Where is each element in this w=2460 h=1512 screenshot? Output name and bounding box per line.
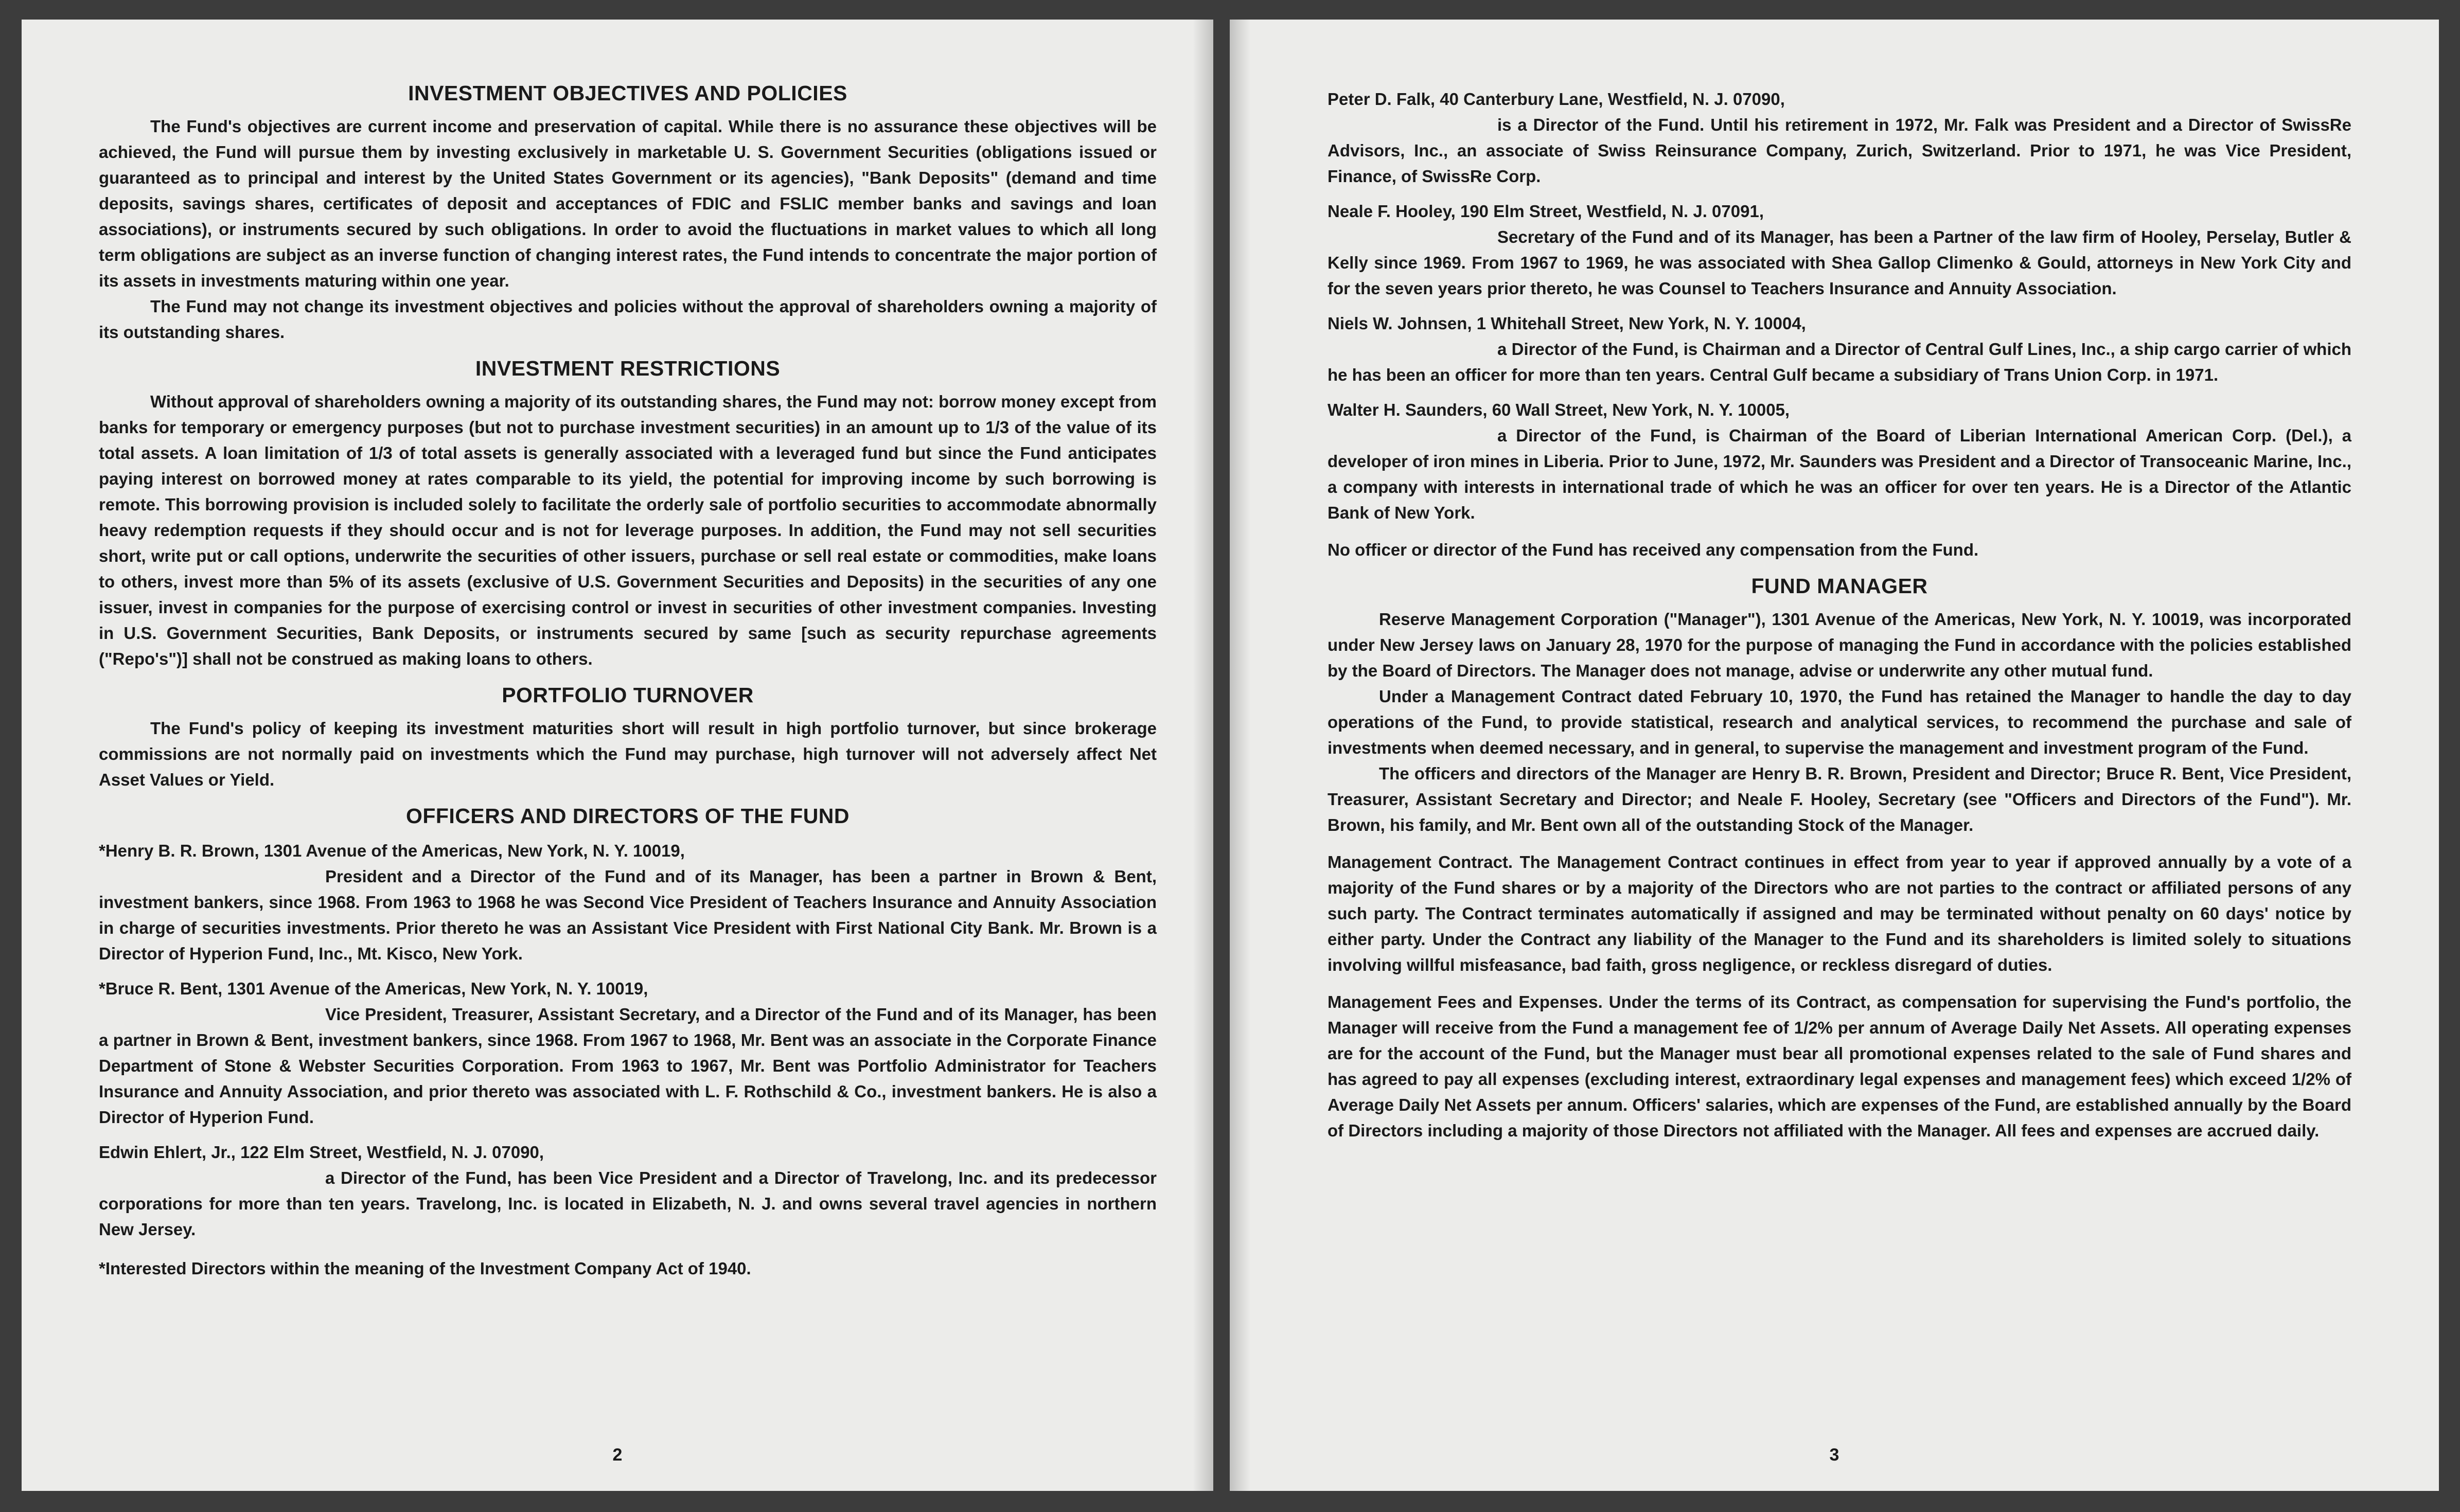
brown-address: 1301 Avenue of the Americas, New York, N. Y. 10019,	[259, 841, 685, 860]
brown-bio: President and a Director of the Fund and of its Manager, has been a partner in Brown & Bent, investment bankers, since 1968. From 1963 to 1968 he was Second Vice President of Teachers Insurance and Annuity Association in charge of securities investments. Prior thereto he was an Assistant Vice President with First National City Bank. Mr. Brown is a Director of Hyperion Fund, Inc., Mt. Kisco, New York.	[99, 866, 1157, 963]
johnsen-entry-header	[1328, 311, 2351, 336]
management-fees-lead: Management Fees and Expenses.	[1328, 992, 1603, 1012]
management-contract-lead: Management Contract.	[1328, 852, 1513, 872]
johnsen-address: 1 Whitehall Street, New York, N. Y. 10004,	[1472, 314, 1806, 333]
falk-name: Peter D. Falk,	[1328, 90, 1436, 109]
heading-officers-directors: OFFICERS AND DIRECTORS OF THE FUND	[405, 804, 850, 828]
johnsen-name: Niels W. Johnsen,	[1328, 314, 1472, 333]
brown-entry-header	[99, 838, 1157, 864]
falk-address: 40 Canterbury Lane, Westfield, N. J. 07090,	[1435, 90, 1785, 109]
interested-directors-footnote: *Interested Directors within the meaning of the Investment Company Act of 1940.	[99, 1258, 751, 1278]
objectives-paragraph-2: The Fund may not change its investment objectives and policies without the approval of shareholders owning a majority of its outstanding shares.	[99, 297, 1157, 342]
heading-investment-restrictions: INVESTMENT RESTRICTIONS	[475, 357, 781, 381]
saunders-bio: a Director of the Fund, is Chairman of the Board of Liberian International American Corp. (Del.), a developer of iron mines in Liberia. Prior to June, 1972, Mr. Saunders was President and a Director of Transoceanic Marine, Inc., a company with interests in international trade of which he was an officer for over ten years. He is a Director of the Atlantic Bank of New York.	[1328, 426, 2351, 522]
interested-director-mark: *	[99, 979, 105, 998]
saunders-address: 60 Wall Street, New York, N. Y. 10005,	[1487, 400, 1790, 419]
saunders-name: Walter H. Saunders,	[1328, 400, 1488, 419]
hooley-name: Neale F. Hooley,	[1328, 202, 1456, 221]
bent-bio: Vice President, Treasurer, Assistant Secretary, and a Director of the Fund and of its Manager, has been a partner in Brown & Bent, investment bankers, since 1968. From 1967 to 1968, Mr. Bent was an associate in the Corporate Finance Department of Stone & Webster Securities Corporation. From 1963 to 1967, Mr. Bent was Portfolio Administrator for Teachers Insurance and Annuity Association, and prior thereto was associated with L. F. Rothschild & Co., investment bankers. He is also a Director of Hyperion Fund.	[99, 1004, 1157, 1127]
saunders-entry-header	[1328, 397, 2351, 423]
turnover-paragraph: The Fund's policy of keeping its investment maturities short will result in high portfolio turnover, but since brokerage commissions are not normally paid on investments which the Fund may purchase, high turnover will not adversely affect Net Asset Values or Yield.	[99, 719, 1157, 790]
no-compensation-statement: No officer or director of the Fund has received any compensation from the Fund.	[1328, 540, 1979, 559]
hooley-bio: Secretary of the Fund and of its Manager, has been a Partner of the law firm of Hooley, Perselay, Butler & Kelly since 1969. From 1967 to 1969, he was associated with Shea Gallop Climenko & Gould, attorneys in New York City and for the seven years prior thereto, he was Counsel to Teachers Insurance and Annuity Association.	[1328, 227, 2351, 298]
interested-director-mark: *	[99, 841, 105, 860]
manager-paragraph-1: Reserve Management Corporation ("Manager"), 1301 Avenue of the Americas, New York, N. Y. 10019, was incorporated under New Jersey laws on January 28, 1970 for the purpose of managing the Fund in accordance with the policies established by the Board of Directors. The Manager does not manage, advise or underwrite any other mutual fund.	[1328, 610, 2351, 681]
heading-investment-objectives: INVESTMENT OBJECTIVES AND POLICIES	[408, 81, 847, 105]
bent-name: Bruce R. Bent,	[105, 979, 223, 998]
left-page	[22, 20, 1213, 1491]
heading-portfolio-turnover: PORTFOLIO TURNOVER	[502, 683, 754, 707]
ehlert-name: Edwin Ehlert, Jr.,	[99, 1142, 236, 1162]
page-number-left: 2	[612, 1445, 623, 1465]
objectives-paragraph-1: The Fund's objectives are current income and preservation of capital. While there is no assurance these objectives will be achieved, the Fund will pursue them by investing exclusively in marketable U. S. Government Securities (obligations issued or guaranteed as to principal and interest by the United States Government or its agencies), "Bank Deposits" (demand and time deposits, savings shares, certificates of deposit and acceptances of FDIC and FSLIC member banks and savings and loan associations), or instruments secured by such obligations. In order to avoid the fluctuations in market values to which all long term obligations are subject as an inverse function of changing interest rates, the Fund intends to concentrate the major portion of its assets in investments maturing within one year.	[99, 117, 1157, 291]
manager-paragraph-2: Under a Management Contract dated February 10, 1970, the Fund has retained the Manager to handle the day to day operations of the Fund, to provide statistical, research and analytical services, to recommend the purchase and sale of investments when deemed necessary, and in general, to supervise the management and investment program of the Fund.	[1328, 687, 2351, 758]
right-page-spine-shadow	[1230, 20, 1250, 1491]
management-fees-text: Under the terms of its Contract, as compensation for supervising the Fund's portfolio, the Manager will receive from the Fund a management fee of 1/2% per annum of Average Daily Net Assets. All operating expenses are for the account of the Fund, but the Manager must bear all promotional expenses related to the sale of Fund shares and has agreed to pay all expenses (excluding interest, extraordinary legal expenses and management fees) which exceed 1/2% of Average Daily Net Assets per annum. Officers' salaries, which are expenses of the Fund, are established annually by the Board of Directors including a majority of those Directors not affiliated with the Manager. All fees and expenses are accrued daily.	[1328, 992, 2351, 1141]
hooley-entry-header	[1328, 199, 2351, 224]
brown-name: Henry B. R. Brown,	[105, 841, 259, 860]
management-fees-paragraph	[1328, 989, 2351, 1144]
falk-bio: is a Director of the Fund. Until his retirement in 1972, Mr. Falk was President and a Director of SwissRe Advisors, Inc., an associate of Swiss Reinsurance Company, Zurich, Switzerland. Prior to 1971, he was Vice President, Finance, of SwissRe Corp.	[1328, 115, 2351, 186]
right-page	[1230, 20, 2439, 1491]
manager-paragraph-3: The officers and directors of the Manager are Henry B. R. Brown, President and Director; Bruce R. Bent, Vice President, Treasurer, Assistant Secretary and Director; and Neale F. Hooley, Secretary (see "Officers and Directors of the Fund"). Mr. Brown, his family, and Mr. Bent own all of the outstanding Stock of the Manager.	[1328, 764, 2351, 835]
page-number-right: 3	[1829, 1445, 1839, 1465]
restrictions-paragraph: Without approval of shareholders owning a majority of its outstanding shares, the Fund may not: borrow money except from banks for temporary or emergency purposes (but not to purchase investment securities) in an amount up to 1/3 of the value of its total assets. A loan limitation of 1/3 of total assets is generally associated with a leveraged fund but since the Fund anticipates paying interest on borrowed money at rates comparable to its yield, the potential for improving income by such borrowing is remote. This borrowing provision is included solely to facilitate the orderly sale of portfolio securities to accommodate abnormally heavy redemption requests if they should occur and is not for leverage purposes. In addition, the Fund may not sell securities short, write put or call options, underwrite the securities of other issuers, purchase or sell real estate or commodities, make loans to others, invest more than 5% of its assets (exclusive of U.S. Government Securities and Deposits) in the securities of any one issuer, invest in companies for the purpose of exercising control or invest in securities of other investment companies. Investing in U.S. Government Securities, Bank Deposits, or instruments secured by same [such as security repurchase agreements ("Repo's")] shall not be construed as making loans to others.	[99, 392, 1157, 669]
left-page-spine-shadow	[1193, 20, 1213, 1491]
ehlert-address: 122 Elm Street, Westfield, N. J. 07090,	[235, 1142, 544, 1162]
bent-address: 1301 Avenue of the Americas, New York, N. Y. 10019,	[222, 979, 648, 998]
bent-entry-header	[99, 976, 1157, 1002]
ehlert-entry-header	[99, 1140, 1157, 1165]
johnsen-bio: a Director of the Fund, is Chairman and a Director of Central Gulf Lines, Inc., a ship cargo carrier of which he has been an officer for more than ten years. Central Gulf became a subsidiary of Trans Union Corp. in 1971.	[1328, 340, 2351, 384]
ehlert-bio: a Director of the Fund, has been Vice President and a Director of Travelong, Inc. and its predecessor corporations for more than ten years. Travelong, Inc. is located in Elizabeth, N. J. and owns several travel agencies in northern New Jersey.	[99, 1168, 1157, 1239]
management-contract-text: The Management Contract continues in effect from year to year if approved annually by a vote of a majority of the Fund shares or by a majority of the Directors who are not parties to the contract or affiliated persons of any such party. The Contract terminates automatically if assigned and may be terminated without penalty on 60 days' notice by either party. Under the Contract any liability of the Manager to the Fund and its shareholders is limited solely to situations involving willful misfeasance, bad faith, gross negligence, or reckless disregard of duties.	[1328, 852, 2352, 975]
heading-fund-manager: FUND MANAGER	[1751, 574, 1928, 598]
management-contract-paragraph	[1328, 849, 2351, 978]
hooley-address: 190 Elm Street, Westfield, N. J. 07091,	[1455, 202, 1764, 221]
falk-entry-header	[1328, 86, 2351, 112]
